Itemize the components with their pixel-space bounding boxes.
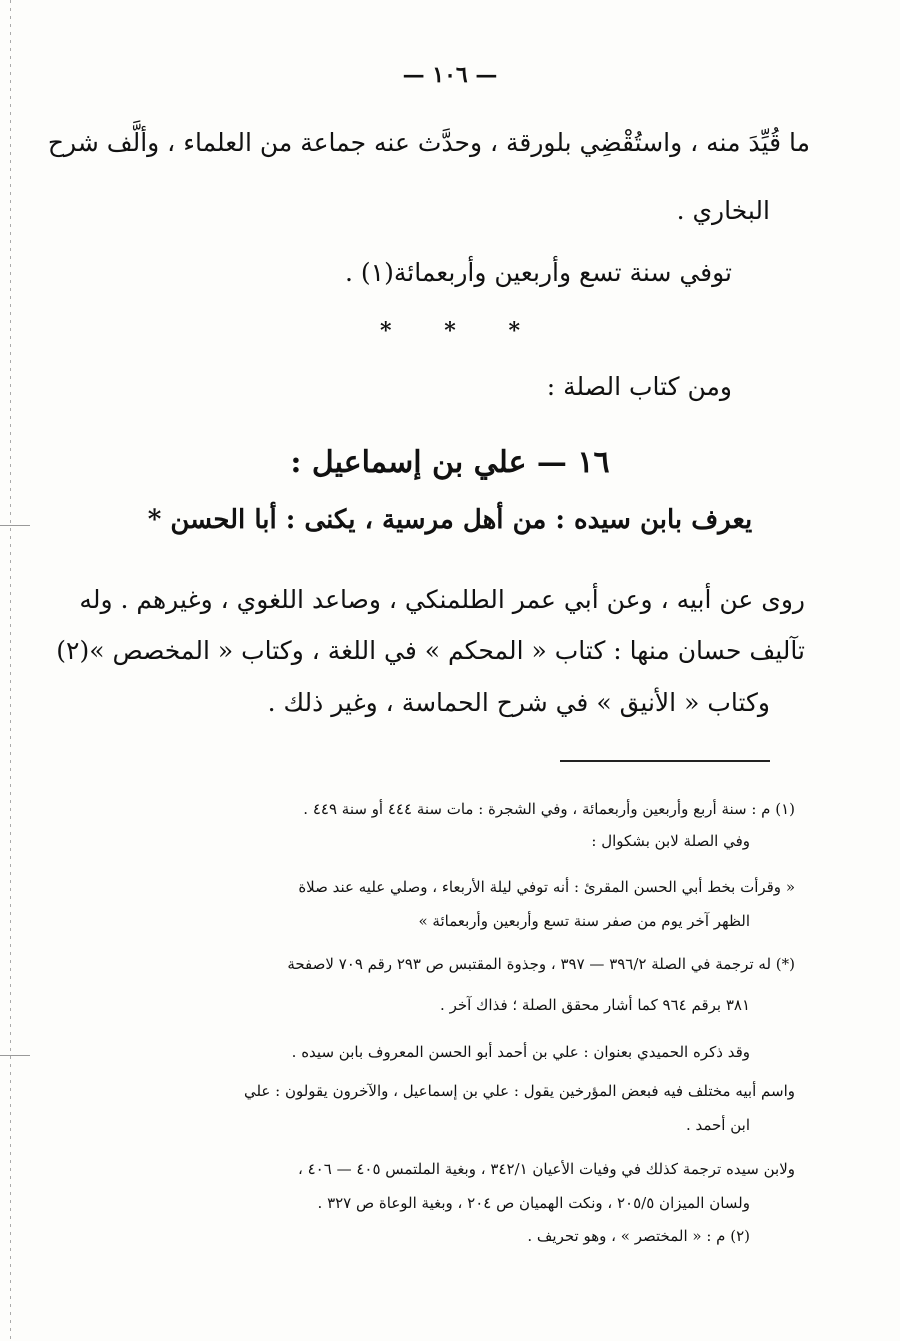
entry-body-line: تآليف حسان منها : كتاب « المحكم » في اللغة ، وكتاب « المخصص »(٢) xyxy=(56,636,805,665)
footnote-line: « وقرأت بخط أبي الحسن المقرئ : أنه توفي ليلة الأربعاء ، وصلي عليه عند صلاة xyxy=(298,878,795,896)
entry-title: ١٦ — علي بن إسماعيل : xyxy=(290,445,610,480)
paragraph-line: توفي سنة تسع وأربعين وأربعمائة(١) . xyxy=(345,258,732,287)
entry-body-line: روى عن أبيه ، وعن أبي عمر الطلمنكي ، وصاعد اللغوي ، وغيرهم . وله xyxy=(79,585,805,614)
page-number: — ١٠٦ — xyxy=(402,62,498,88)
footnote-line: ولابن سيده ترجمة كذلك في وفيات الأعيان ٣٤٢/١ ، وبغية الملتمس ٤٠٥ — ٤٠٦ ، xyxy=(298,1160,795,1178)
page-edge-shadow xyxy=(10,0,11,1341)
paragraph-line: ما قُيِّدَ منه ، واستُقْضِي بلورقة ، وحدَّث عنه جماعة من العلماء ، وألَّف شرح xyxy=(47,128,810,157)
footnote-line: ٣٨١ برقم ٩٦٤ كما أشار محقق الصلة ؛ فذاك آخر . xyxy=(440,996,750,1014)
left-margin-mark xyxy=(0,1055,30,1056)
footnote-line: وفي الصلة لابن بشكوال : xyxy=(591,832,750,850)
footnote-line: (١) م : سنة أربع وأربعين وأربعمائة ، وفي الشجرة : مات سنة ٤٤٤ أو سنة ٤٤٩ . xyxy=(303,800,795,818)
footnote-line: الظهر آخر يوم من صفر سنة تسع وأربعين وأربعمائة » xyxy=(418,912,750,930)
footnote-line: (*) له ترجمة في الصلة ٣٩٦/٢ — ٣٩٧ ، وجذوة المقتبس ص ٢٩٣ رقم ٧٠٩ لاصفحة xyxy=(287,955,795,973)
footnote-line: واسم أبيه مختلف فيه فبعض المؤرخين يقول : علي بن إسماعيل ، والآخرون يقولون : علي xyxy=(243,1082,795,1100)
source-note: ومن كتاب الصلة : xyxy=(546,372,732,401)
star-ornament: * xyxy=(380,318,392,344)
star-ornament: * xyxy=(444,318,456,344)
footnote-separator xyxy=(560,760,770,762)
footnote-line: ولسان الميزان ٢٠٥/٥ ، ونكت الهميان ص ٢٠٤ ، وبغية الوعاة ص ٣٢٧ . xyxy=(317,1194,750,1212)
section-separator xyxy=(380,318,520,344)
star-ornament: * xyxy=(508,318,520,344)
footnote-line: وقد ذكره الحميدي بعنوان : علي بن أحمد أبو الحسن المعروف بابن سيده . xyxy=(291,1043,750,1061)
footnote-line: ابن أحمد . xyxy=(685,1116,750,1134)
entry-body-line: وكتاب « الأنيق » في شرح الحماسة ، وغير ذلك . xyxy=(267,688,770,717)
entry-subtitle: يعرف بابن سيده : من أهل مرسية ، يكنى : أبا الحسن * xyxy=(147,505,753,535)
footnote-line: (٢) م : « المختصر » ، وهو تحريف . xyxy=(527,1227,750,1245)
paragraph-line: البخاري . xyxy=(676,196,770,225)
